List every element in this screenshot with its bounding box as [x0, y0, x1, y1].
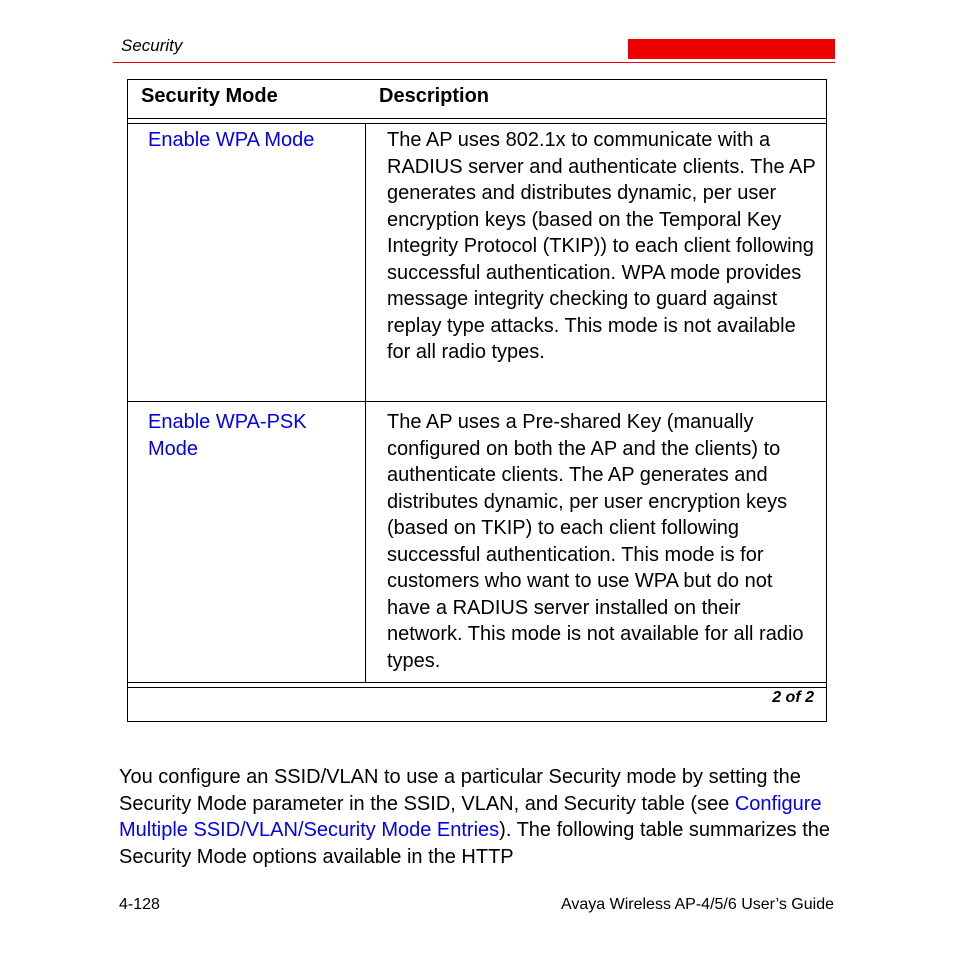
security-mode-table: [127, 79, 827, 722]
description-wpa-mode: The AP uses 802.1x to communicate with a RADIUS server and authenticate clients. The AP generates and distributes dynamic, per user encryption keys (based on the Temporal Key Integrity Protocol (TKIP)) to each client following successful authentication. WPA mode provides message integrity checking to guard against replay type attacks. This mode is not available for all radio types.: [387, 129, 816, 363]
description-wpa-psk-mode: The AP uses a Pre-shared Key (manually configured on both the AP and the clients) to authenticate clients. The AP generates and distributes dynamic, per user encryption keys (based on TKIP) to each client following successful authentication. This mode is for customers who want to use WPA but do not have a RADIUS server installed on their network. This mode is not available for all radio types.: [387, 411, 804, 672]
column-divider: [365, 123, 366, 682]
column-header-description: Description: [379, 85, 490, 107]
link-enable-wpa-mode[interactable]: Enable WPA Mode: [148, 129, 315, 151]
header-rule: [113, 62, 835, 63]
link-configure-multiple-ssid[interactable]: Configure Multiple SSID/VLAN/Security Mode Entries: [119, 792, 822, 841]
row-divider: [128, 401, 826, 402]
footer-divider: [128, 682, 826, 683]
body-text-before: You configure an SSID/VLAN to use a particular Security mode by setting the Security Mode parameter in the SSID, VLAN, and Security table (see: [119, 766, 801, 815]
header-accent-bar: [628, 39, 835, 59]
body-paragraph: [119, 764, 839, 870]
body-text-after: ). The following table summarizes the Security Mode options available in the HTTP: [119, 819, 831, 868]
table-page-indicator: 2 of 2: [772, 689, 814, 706]
link-enable-wpa-psk-mode[interactable]: Enable WPA-PSK Mode: [148, 411, 307, 460]
page-number: 4-128: [119, 896, 160, 913]
section-title: Security: [121, 36, 183, 55]
footer-divider-double: [128, 687, 826, 688]
column-header-security-mode: Security Mode: [141, 85, 278, 107]
guide-title: Avaya Wireless AP-4/5/6 User’s Guide: [560, 896, 834, 913]
header-divider-double: [128, 123, 826, 124]
header-divider: [128, 118, 826, 119]
